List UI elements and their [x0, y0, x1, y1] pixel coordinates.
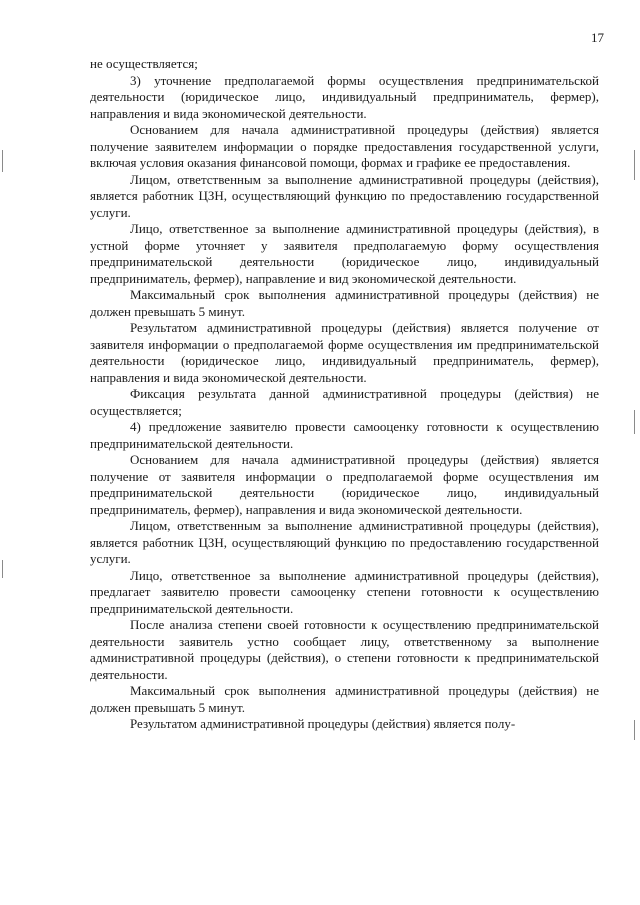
- paragraph: Фиксация результата данной административной процедуры (действия) не осуществляется;: [90, 386, 599, 418]
- paragraph: не осуществляется;: [90, 56, 198, 71]
- page-number: 17: [591, 30, 604, 45]
- paragraph: Результатом административной процедуры (действия) является полу-: [130, 716, 516, 731]
- scan-edge-mark: [634, 150, 635, 180]
- paragraph: Результатом административной процедуры (действия) является получение от заявителя информации о предполагаемой форме осуществления им предпринимательской деятельности (юридическое лицо, индивидуальный предприниматель, фермер), направления и вида экономической деятельности.: [90, 320, 599, 385]
- paragraph: Максимальный срок выполнения административной процедуры (действия) не должен превышать 5 минут.: [90, 287, 599, 319]
- paragraph: После анализа степени своей готовности к осуществлению предпринимательской деятельности заявитель устно сообщает лицу, ответственному за выполнение административной процедуры (действия), о степени готовности к предпринимательской деятельности.: [90, 617, 599, 682]
- paragraph: 4) предложение заявителю провести самооценку готовности к осуществлению предпринимательской деятельности.: [90, 419, 599, 451]
- paragraph: Основанием для начала административной процедуры (действия) является получение от заявителя информации о предполагаемой форме осуществления им предпринимательской деятельности (юридическое лицо, индивидуальный предприниматель, фермер), направления и вида экономической деятельности.: [90, 452, 599, 517]
- paragraph: Максимальный срок выполнения административной процедуры (действия) не должен превышать 5 минут.: [90, 683, 599, 715]
- paragraph: Основанием для начала административной процедуры (действия) является получение заявителем информации о порядке предоставления государственной услуги, включая условия оказания финансовой помощи, формах и графике ее предоставления.: [90, 122, 599, 170]
- paragraph: 3) уточнение предполагаемой формы осуществления предпринимательской деятельности (юридическое лицо, индивидуальный предприниматель, фермер), направления и вида экономической деятельности.: [90, 72, 599, 121]
- scan-edge-mark: [634, 720, 635, 740]
- scan-edge-mark: [2, 560, 3, 578]
- document-body: [90, 56, 599, 733]
- paragraph: Лицом, ответственным за выполнение административной процедуры (действия), является работник ЦЗН, осуществляющий функцию по предоставлению государственной услуги.: [90, 171, 599, 220]
- paragraph: Лицом, ответственным за выполнение административной процедуры (действия), является работник ЦЗН, осуществляющий функцию по предоставлению государственной услуги.: [90, 518, 599, 566]
- paragraph: Лицо, ответственное за выполнение административной процедуры (действия), предлагает заявителю провести самооценку степени готовности к осуществлению предпринимательской деятельности.: [90, 567, 599, 616]
- scan-edge-mark: [634, 410, 635, 434]
- paragraph: Лицо, ответственное за выполнение административной процедуры (действия), в устной форме уточняет у заявителя предполагаемую форму осуществления предпринимательской деятельности (юридическое лицо, индивидуальный предприниматель, фермер), направление и вид экономической деятельности.: [90, 221, 599, 286]
- scan-edge-mark: [2, 150, 3, 172]
